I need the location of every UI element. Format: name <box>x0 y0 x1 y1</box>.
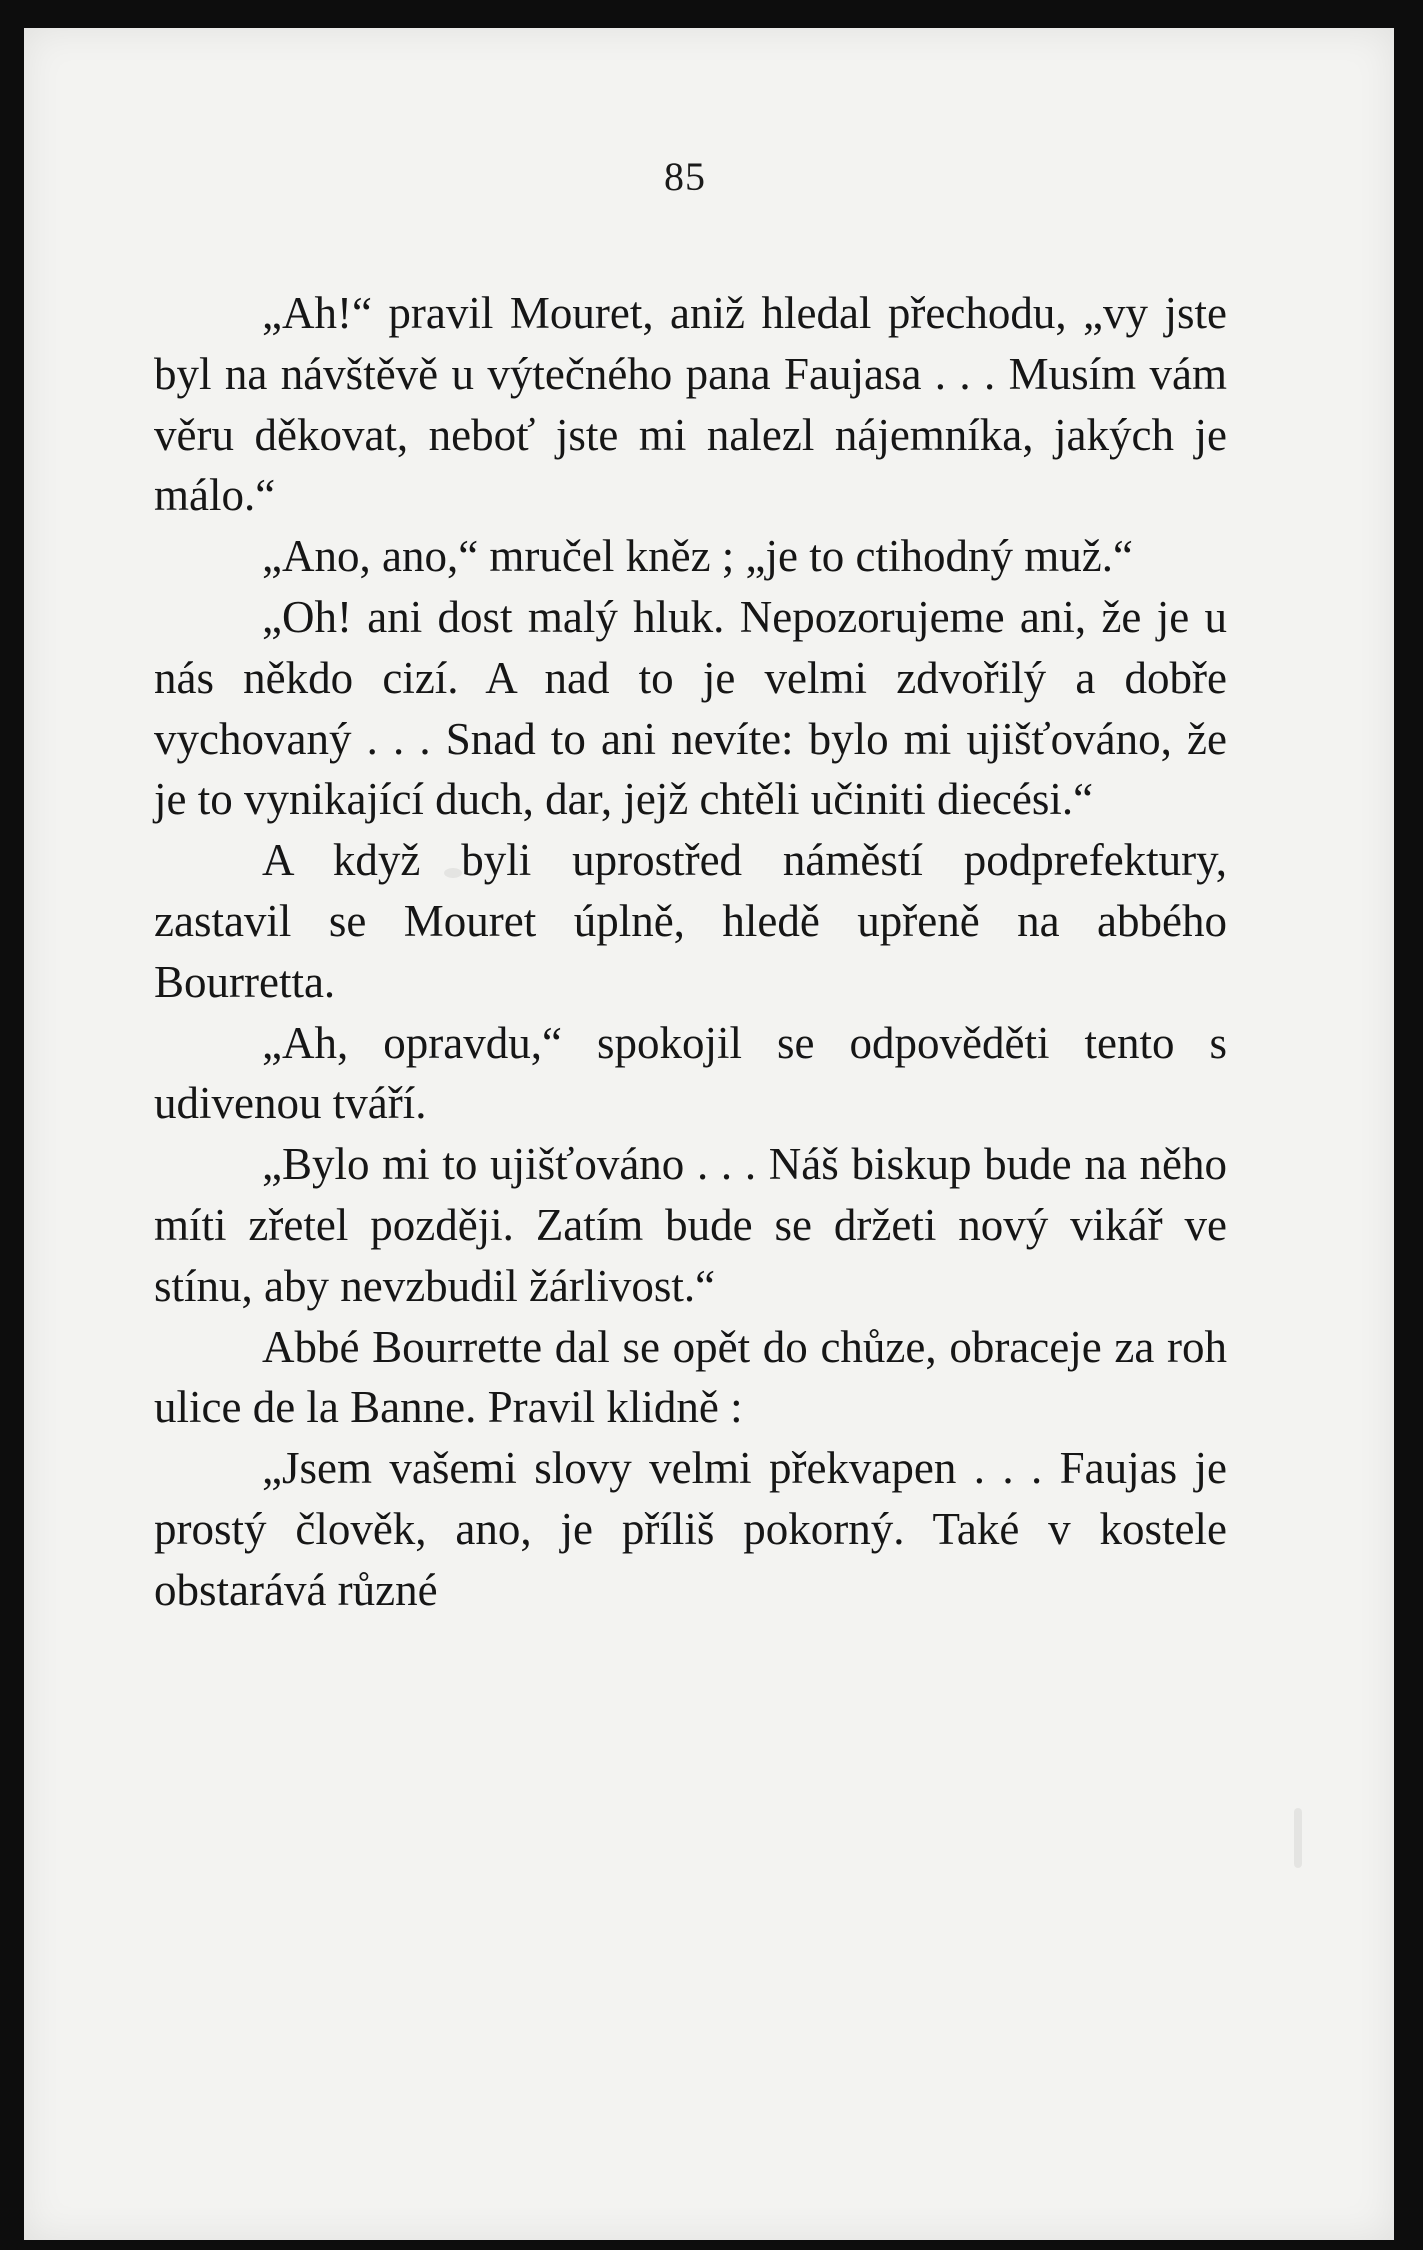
paragraph: „Bylo mi to ujišťováno . . . Náš biskup bude na něho míti zřetel později. Zatím bude se držeti nový vikář ve stínu, aby nevzbudil žárlivost.“ <box>154 1139 1227 1311</box>
paragraph: „Jsem vašemi slovy velmi překvapen . . . Faujas je prostý člověk, ano, je příliš pokorný. Také v kostele obstarává různé <box>154 1443 1227 1615</box>
book-page <box>24 28 1394 2240</box>
body-text <box>154 283 1227 1621</box>
page-number: 85 <box>664 154 706 199</box>
paragraph: Abbé Bourrette dal se opět do chůze, obraceje za roh ulice de la Banne. Pravil klidně : <box>154 1321 1227 1433</box>
paragraph: „Ano, ano,“ mručel kněz ; „je to ctihodný muž.“ <box>262 531 1133 582</box>
paper-stain <box>1294 1808 1302 1868</box>
paragraph: „Oh! ani dost malý hluk. Nepozorujeme ani, že je u nás někdo cizí. A nad to je velmi zdvořilý a dobře vychovaný . . . Snad to ani nevíte: bylo mi ujišťováno, že je to vynikající duch, dar, jejž chtěli učiniti diecési.“ <box>154 591 1227 825</box>
paragraph: „Ah!“ pravil Mouret, aniž hledal přechodu, „vy jste byl na návštěvě u výtečného pana Faujasa . . . Musím vám věru děkovat, neboť jste mi nalezl nájemníka, jakých je málo.“ <box>154 288 1227 521</box>
paragraph: A když byli uprostřed náměstí podprefektury, zastavil se Mouret úplně, hledě upřeně na abbého Bourretta. <box>154 835 1227 1007</box>
paragraph: „Ah, opravdu,“ spokojil se odpověděti tento s udivenou tváří. <box>154 1017 1227 1129</box>
